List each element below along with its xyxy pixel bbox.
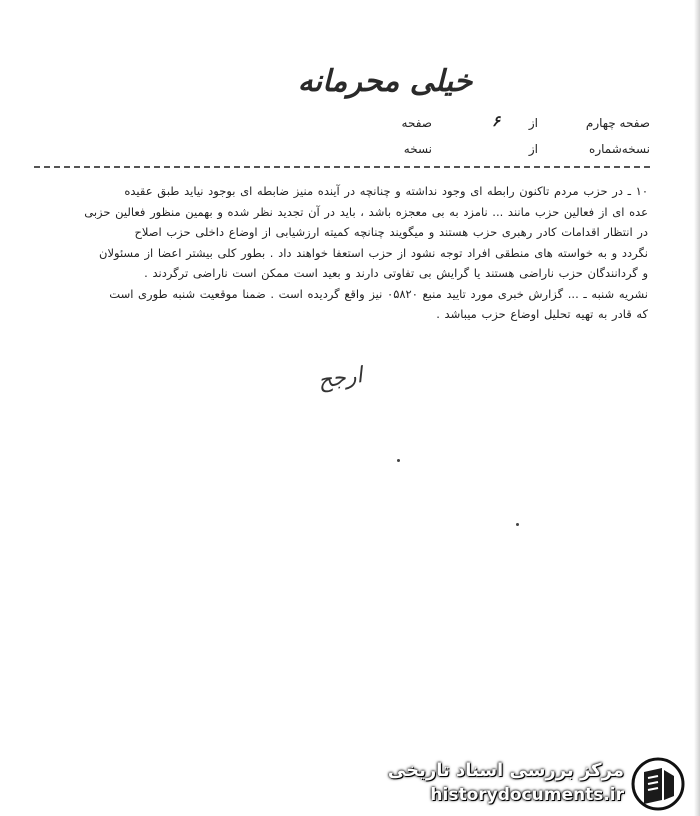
header-divider xyxy=(34,166,650,168)
copy-label: نسخه‌شماره xyxy=(589,142,650,156)
handwritten-signature: ارجح xyxy=(316,363,365,394)
body-line: و گردانندگان حزب ناراضی هستند یا گرایش بی تفاوتی دارند و بعید است ممکن است ناراضی ترگردند . xyxy=(144,266,648,280)
scan-speck xyxy=(516,523,519,526)
body-line: نشریه شنبه ـ ... گزارش خبری مورد تایید منبع ۰۵۸۲۰ نیز واقع گردیده است . ضمنا موقعیت شنبه طوری است xyxy=(109,286,648,301)
copy-word-label: نسخه xyxy=(403,142,432,156)
copy-of-label: از xyxy=(528,142,538,156)
document-body xyxy=(40,181,648,325)
page-total-value: ۶ xyxy=(491,112,500,130)
page-word-label: صفحه xyxy=(401,116,432,130)
page-label: صفحه چهارم xyxy=(585,116,650,130)
watermark-title: مرکز بررسی اسناد تاریخی xyxy=(387,760,624,781)
body-line: که قادر به تهیه تحلیل اوضاع حزب میباشد . xyxy=(436,307,648,321)
body-line: نگردد و به خواسته های منطقی افراد توجه نشود از حزب استعفا خواهند داد . بطور کلی بیشتر اعضا از مسئولان xyxy=(99,245,648,260)
page-of-label: از xyxy=(528,116,538,130)
classification-stamp: خیلی محرمانه xyxy=(297,64,473,99)
watermark-url: historydocuments.ir xyxy=(430,785,624,805)
copy-number-line xyxy=(400,142,650,162)
body-line: در انتظار اقدامات کادر رهبری حزب هستند و میگویند چنانچه کمیته ارزشیابی از اوضاع داخلی حزب اصلاح xyxy=(134,225,648,239)
body-line: عده ای از فعالین حزب مانند ... نامزد به بی معجزه باشد ، باید در آن تجدید نظر شده و بهمین منظور فعالین حزبی xyxy=(84,204,648,219)
body-line: ۱۰ ـ در حزب مردم تاکنون رابطه ای وجود نداشته و چنانچه در آینده منیز ضابطه ای بوجود نیاید طبق عقیده xyxy=(124,184,648,198)
scan-speck xyxy=(397,459,400,462)
page-number-line xyxy=(400,112,650,136)
watermark xyxy=(387,752,694,812)
archive-logo-icon xyxy=(630,756,686,812)
